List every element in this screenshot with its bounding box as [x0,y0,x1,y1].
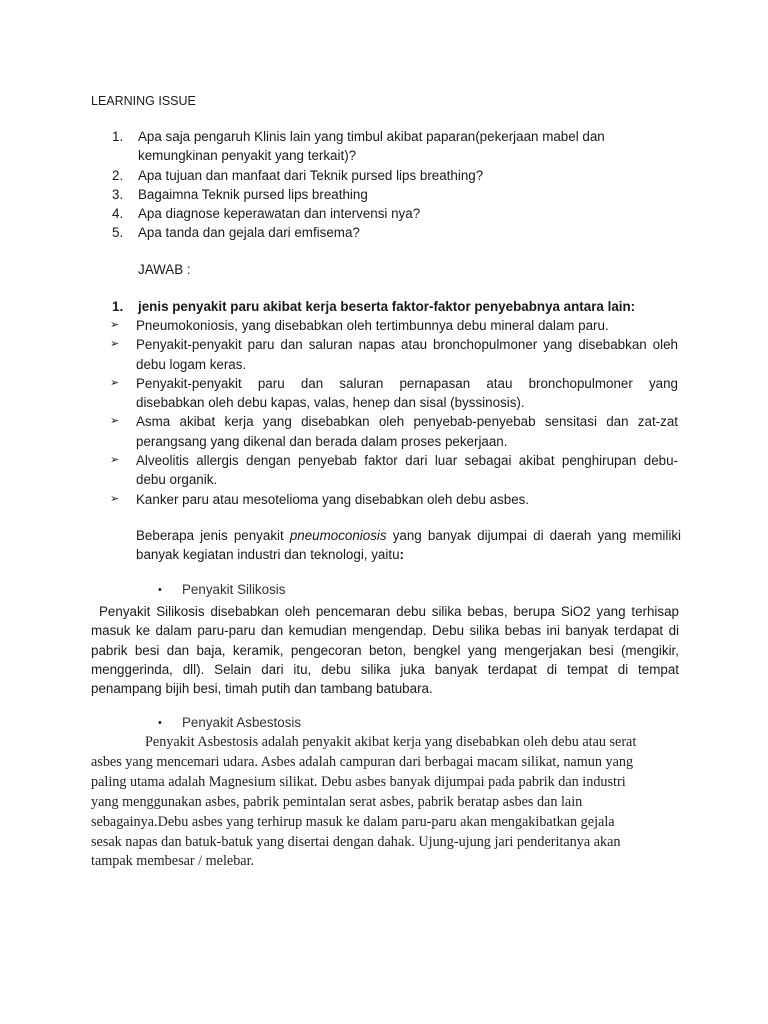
question-number: 4. [112,206,124,222]
list-item-line: Asma akibat kerja yang disebabkan oleh penyebab-penyebab sensitasi dan zat-zat [136,414,678,430]
list-item [110,490,678,509]
paragraph-line: menggerinda, dll). Selain dari itu, debu silika juka banyak terdapat di tempat di tempat [91,661,679,677]
section-heading-text: Penyakit Silikosis [182,582,286,597]
paragraph-line: Penyakit Silikosis disebabkan oleh pencemaran debu silika bebas, berupa SiO2 yang terhisap [99,604,679,619]
list-item-line: Penyakit-penyakit paru dan saluran napas atau bronchopulmoner yang disebabkan oleh [136,337,678,353]
list-item-text [136,490,678,509]
arrow-bullet-icon: ➢ [110,319,120,331]
list-item [110,374,678,413]
arrow-bullet-icon: ➢ [110,415,120,428]
question-text: Bagaimna Teknik pursed lips breathing [138,186,368,202]
section-heading-silikosis [158,582,285,597]
arrow-bullet-icon: ➢ [110,454,120,467]
intro-paragraph [136,526,681,565]
question-number: 3. [112,186,124,202]
answer-heading [112,297,635,316]
list-item [110,335,678,374]
intro-line [136,545,681,564]
question-item [112,223,672,242]
intro-italic-term: pneumoconiosis [289,528,387,543]
list-item-line: debu organik. [136,472,218,488]
arrow-bullet-icon: ➢ [110,376,120,389]
arrow-list [110,316,678,509]
paragraph-line: paling utama adalah Magnesium silikat. Debu asbes banyak dijumpai pada pabrik dan industri [91,773,626,790]
list-item-line: Pneumokoniosis, yang disebabkan oleh tertimbunnya debu mineral dalam paru. [136,318,609,333]
intro-text: Beberapa jenis penyakit [136,528,290,543]
list-item-text [136,316,678,335]
list-item-line: Penyakit-penyakit paru dan saluran pernapasan atau bronchopulmoner yang [136,375,678,391]
question-text: Apa tanda dan gejala dari emfisema? [138,225,360,241]
list-item [110,412,678,451]
paragraph-line: masuk ke dalam paru-paru dan kemudian mengendap. Debu silika bebas ini banyak terdapat di [91,623,679,639]
answer-heading-text: jenis penyakit paru akibat kerja beserta faktor-faktor penyebabnya antara lain: [138,299,636,314]
list-item [110,316,678,335]
list-item-text [136,335,678,374]
paragraph-line: sebagainya.Debu asbes yang terhirup masuk ke dalam paru-paru akan mengakibatkan gejala [91,813,615,830]
list-item-line: Kanker paru atau mesotelioma yang disebabkan oleh debu asbes. [136,491,530,507]
list-item-line: debu logam keras. [136,356,247,372]
intro-text: yang banyak dijumpai di daerah yang memiliki [386,528,681,543]
list-item-text [136,374,678,413]
question-item [112,166,672,185]
list-item-text [136,412,678,451]
paragraph-line: yang menggunakan asbes, pabrik pemintalan serat asbes, pabrik beratap asbes dan lain [91,793,583,810]
intro-line [136,526,681,545]
question-item [112,127,672,166]
list-item-line: perangsang yang dikenal dan berada dalam proses pekerjaan. [136,433,508,449]
document-title: LEARNING ISSUE [91,94,196,108]
question-line: kemungkinan penyakit yang terkait)? [138,148,357,164]
question-item [112,185,672,204]
list-item-line: disebabkan oleh debu kapas, valas, henep dan sisal (byssinosis). [136,395,525,411]
section-heading-text: Penyakit Asbestosis [182,715,302,730]
question-list [112,127,672,243]
question-number: 1. [112,129,124,144]
intro-text: banyak kegiatan industri dan teknologi, yaitu [136,547,400,563]
question-text [138,127,605,166]
question-text: Apa tujuan dan manfaat dari Teknik pursed lips breathing? [138,167,484,183]
bullet-icon: • [158,716,162,729]
paragraph-line: penampang bijih besi, timah putih dan tambang batubara. [91,681,433,697]
list-item [110,451,678,490]
answer-number: 1. [112,299,124,314]
bullet-icon: • [158,583,162,596]
list-item-text [136,451,678,490]
question-text: Apa diagnose keperawatan dan intervensi nya? [138,206,421,222]
paragraph-line: tampak membesar / melebar. [91,853,255,870]
section-heading-asbestosis [158,715,301,730]
paragraph-line: pabrik besi dan baja, keramik, pengecoran beton, bengkel yang mengerjakan besi (mengikir, [91,642,679,658]
question-line: Apa saja pengaruh Klinis lain yang timbul akibat paparan(pekerjaan mabel dan [138,129,605,144]
question-item [112,204,672,223]
answer-label: JAWAB : [138,262,191,277]
arrow-bullet-icon: ➢ [110,492,120,505]
silikosis-paragraph [91,602,679,698]
question-number: 5. [112,225,124,241]
list-item-line: Alveolitis allergis dengan penyebab faktor dari luar sebagai akibat penghirupan debu- [136,453,678,469]
paragraph-line: sesak napas dan batuk-batuk yang disertai dengan dahak. Ujung-ujung jari penderitanya akan [91,833,621,850]
asbestosis-paragraph [91,733,663,872]
intro-colon: : [399,547,404,563]
question-number: 2. [112,167,124,183]
arrow-bullet-icon: ➢ [110,338,120,351]
paragraph-line: Penyakit Asbestosis adalah penyakit akibat kerja yang disebabkan oleh debu atau serat [145,734,637,750]
paragraph-line: asbes yang mencemari udara. Asbes adalah campuran dari berbagai macam silikat, namun yang [91,753,634,770]
